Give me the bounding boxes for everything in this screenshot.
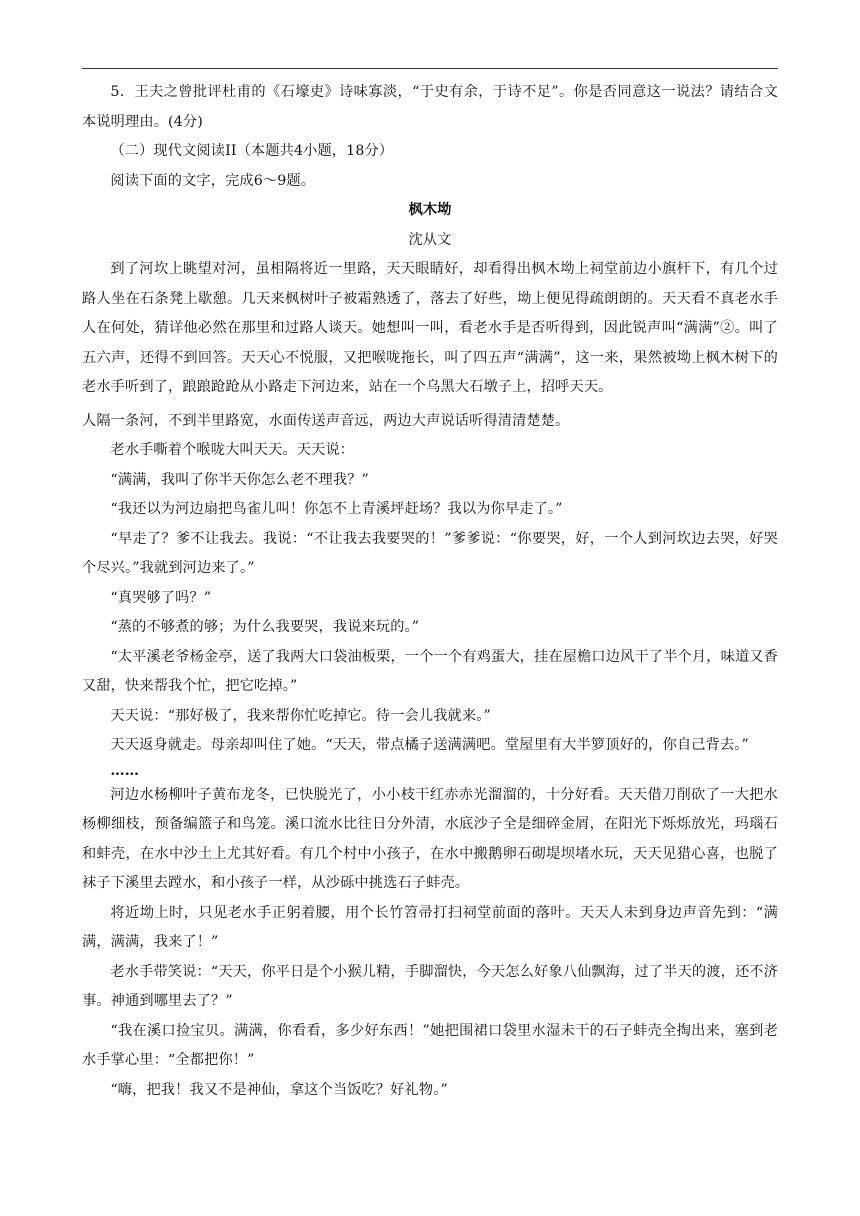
article-author: 沈从文 [408,231,452,248]
section-heading: （二）现代文阅读II（本题共4小题，18分） [110,143,394,159]
paragraph-14: 老水手带笑说：“天天，你平日是个小猴儿精，手脚溜快，今天怎么好象八仙飘海，过了半天的渡，还不济事。神通到哪里去了？” [82,963,778,1009]
article-title: 枫木坳 [408,202,452,218]
paragraph-11: 天天返身就走。母亲却叫住了她。“天天，带点橘子送满满吧。堂屋里有大半箩顶好的，你自己背去。” [110,737,749,753]
document-page [82,78,778,1105]
paragraph-12: 河边水杨柳叶子黄布龙冬，已快脱光了，小小枝干红赤赤光溜溜的，十分好看。天天借刀削砍了一大把水杨柳细枝，预备编篮子和鸟笼。溪口流水比往日分外清，水底沙子全是细碎金屑，在阳光下烁烁放光，玛瑙石和蚌壳，在水中沙土上尤其好看。有几个村中小孩子，在水中搬鹅卵石砌堤坝堵水玩，天天见猎心喜，也脱了袜子下溪里去蹚水，和小孩子一样，从沙砾中挑选石子蚌壳。 [82,786,778,891]
paragraph-3: 老水手嘶着个喉咙大叫天天。天天说： [110,442,355,458]
header-rule [82,68,778,69]
paragraph-15: “我在溪口捡宝贝。满满，你看看，多少好东西！”她把围裙口袋里水湿未干的石子蚌壳全掏出来，塞到老水手掌心里：“全都把你！” [82,1022,778,1068]
paragraph-13: 将近坳上时，只见老水手正躬着腰，用个长竹笤帚打扫祠堂前面的落叶。天天人未到身边声音先到：“满满，满满，我来了！” [82,904,778,950]
reading-instruction: 阅读下面的文字，完成6～9题。 [110,172,316,189]
paragraph-10: 天天说：“那好极了，我来帮你忙吃掉它。待一会儿我就来。” [110,707,491,724]
paragraph-9: “太平溪老爷杨金亭，送了我两大口袋油板栗，一个一个有鸡蛋大，挂在屋檐口边风干了半个月，味道又香又甜，快来帮我个忙，把它吃掉。” [82,648,778,694]
paragraph-2: 人隔一条河，不到半里路宽，水面传送声音远，两边大声说话听得清清楚楚。 [82,412,570,429]
paragraph-1: 到了河坎上眺望对河，虽相隔将近一里路，天天眼睛好，却看得出枫木坳上祠堂前边小旗杆下，有几个过路人坐在石条凳上歇憩。几天来枫树叶子被霜熟透了，落去了好些，坳上便见得疏朗朗的。天天看不真老水手人在何处，猜详他必然在那里和过路人谈天。她想叫一叫，看老水手是否听得到，因此锐声叫“满满”②。叫了五六声，还得不到回答。天天心不悦服，又把喉咙拖长，叫了四五声“满满”，这一来，果然被坳上枫木树下的老水手听到了，踉踉跄跄从小路走下河边来，站在一个乌黑大石墩子上，招呼天天。 [82,261,778,395]
paragraph-6: “早走了？爹不让我去。我说：“不让我去我要哭的！”爹爹说：“你要哭，好，一个人到河坎边去哭，好哭个尽兴。”我就到河边来了。” [82,530,778,576]
paragraph-8: “蒸的不够煮的够；为什么我要哭，我说来玩的。” [110,619,420,635]
paragraph-4: “满满，我叫了你半天你怎么老不理我？” [110,471,369,488]
paragraph-7: “真哭够了吗？” [110,589,212,606]
paragraph-5: “我还以为河边扇把鸟雀儿叫！你怎不上青溪坪赶场？我以为你早走了。” [110,501,563,517]
ellipsis: …… [110,762,140,779]
paragraph-16: “嗨，把我！我又不是神仙，拿这个当饭吃？好礼物。” [110,1081,448,1098]
question-5: 5．王夫之曾批评杜甫的《石壕吏》诗味寡淡，“于史有余，于诗不足”。你是否同意这一说法？请结合文本说明理由。(4分) [82,84,778,130]
